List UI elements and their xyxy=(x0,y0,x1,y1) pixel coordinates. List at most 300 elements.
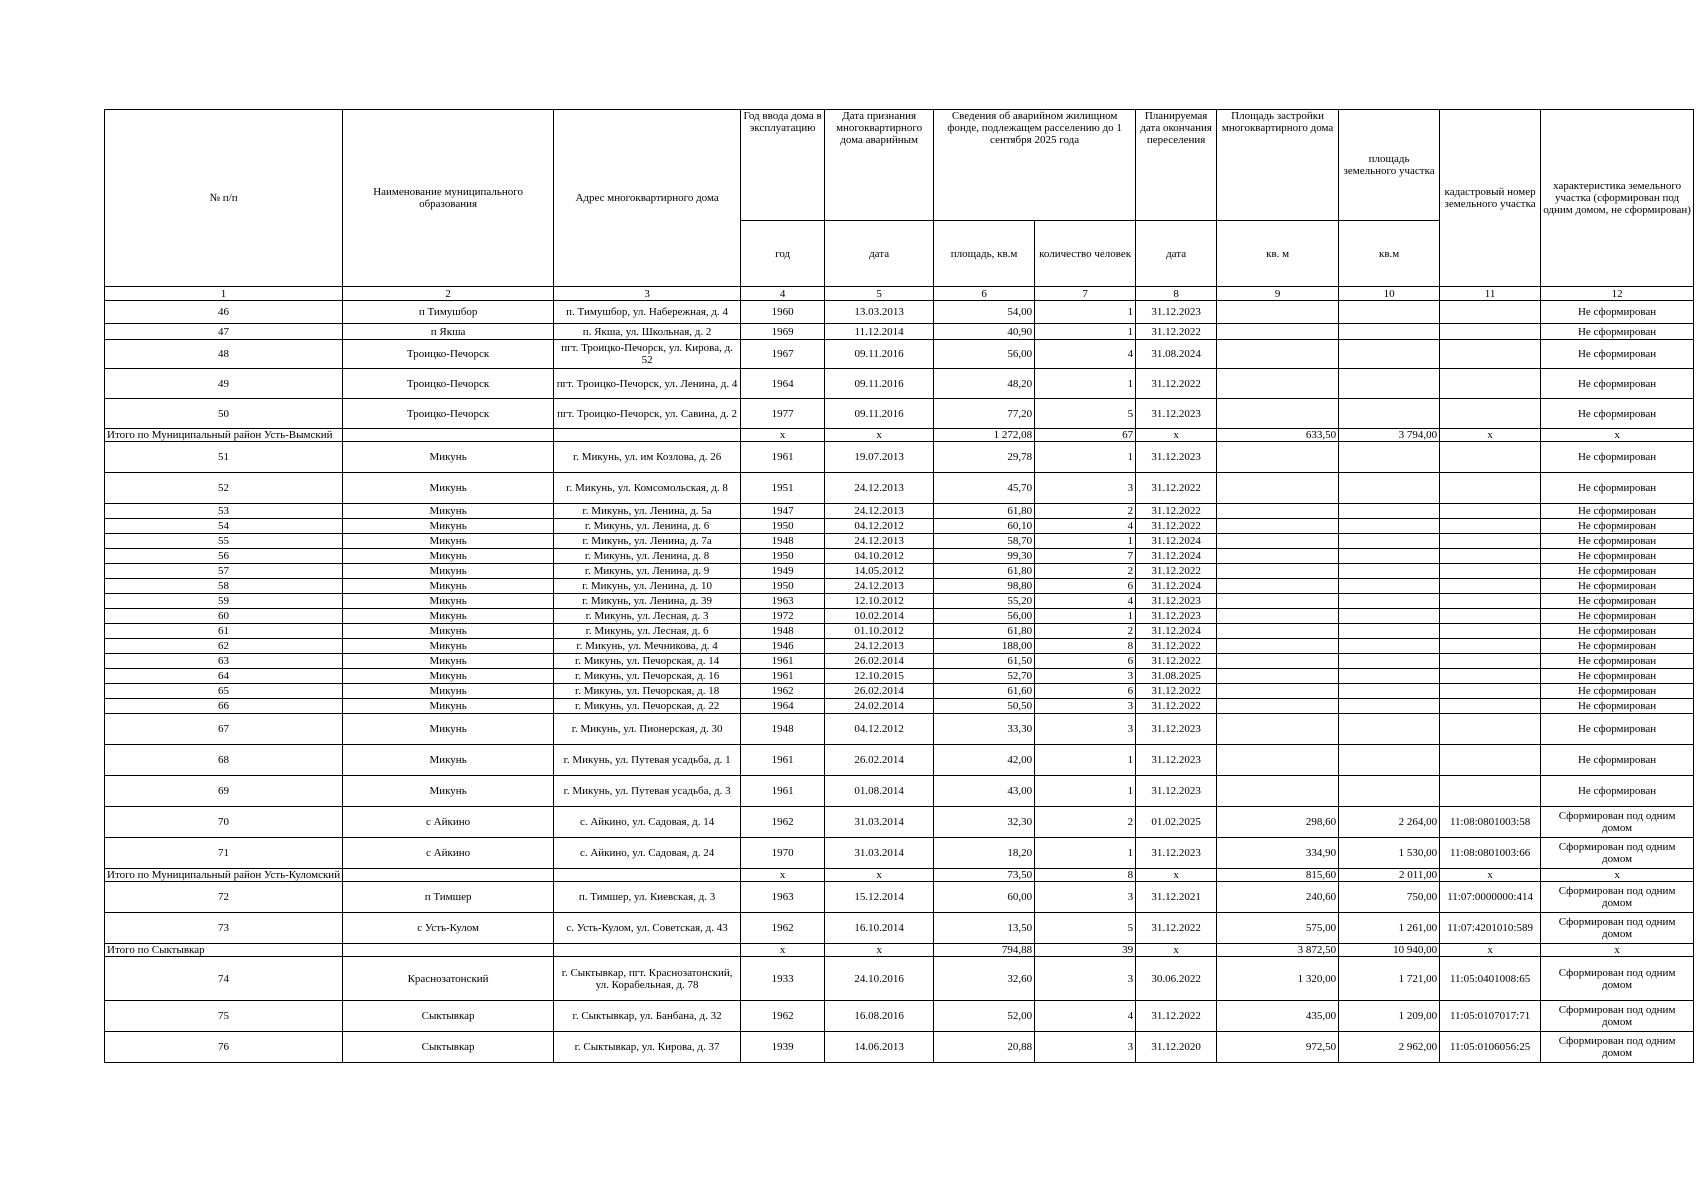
subheader-building-kvm: кв. м xyxy=(1217,221,1339,287)
cell-address: г. Сыктывкар, ул. Кирова, д. 37 xyxy=(554,1032,741,1063)
header-fund-info: Сведения об аварийном жилищном фонде, подлежащем расселению до 1 сентября 2025 года xyxy=(934,110,1136,221)
cell-date: 26.02.2014 xyxy=(825,684,934,699)
cell-building-area xyxy=(1217,684,1339,699)
cell-date: 26.02.2014 xyxy=(825,654,934,669)
cell-address: г. Микунь, ул. Лесная, д. 3 xyxy=(554,609,741,624)
cell-municipality: Микунь xyxy=(343,609,554,624)
cell-year: 1947 xyxy=(741,504,825,519)
total-spacer xyxy=(554,869,741,882)
cell-building-area xyxy=(1217,564,1339,579)
table-row xyxy=(105,442,1694,473)
cell-address: г. Микунь, ул. Печорская, д. 22 xyxy=(554,699,741,714)
cell-year: 1950 xyxy=(741,549,825,564)
cell-area: 18,20 xyxy=(934,838,1035,869)
cell-building-area: 298,60 xyxy=(1217,807,1339,838)
cell-land-area xyxy=(1339,442,1440,473)
cell-address: г. Микунь, ул. Ленина, д. 9 xyxy=(554,564,741,579)
cell-people: 1 xyxy=(1035,745,1136,776)
cell-building-area: 633,50 xyxy=(1217,429,1339,442)
cell-building-area xyxy=(1217,654,1339,669)
cell-date: 01.10.2012 xyxy=(825,624,934,639)
header-land-area: площадь земельного участка xyxy=(1339,110,1440,221)
cell-plan-date: 31.12.2022 xyxy=(1136,564,1217,579)
cell-date: 31.03.2014 xyxy=(825,807,934,838)
subheader-area: площадь, кв.м xyxy=(934,221,1035,287)
total-spacer xyxy=(343,429,554,442)
cell-date: 09.11.2016 xyxy=(825,340,934,369)
cell-date: 11.12.2014 xyxy=(825,324,934,340)
cell-plan-date: 31.12.2020 xyxy=(1136,1032,1217,1063)
cell-land-status: Не сформирован xyxy=(1541,684,1694,699)
table-row xyxy=(105,913,1694,944)
cell-municipality: с Усть-Кулом xyxy=(343,913,554,944)
cell-cadastral xyxy=(1440,504,1541,519)
cell-cadastral xyxy=(1440,399,1541,429)
total-label: Итого по Сыктывкар xyxy=(105,944,343,957)
cell-cadastral xyxy=(1440,564,1541,579)
cell-cadastral xyxy=(1440,776,1541,807)
cell-date: 04.12.2012 xyxy=(825,519,934,534)
cell-land-status: Не сформирован xyxy=(1541,609,1694,624)
total-spacer xyxy=(554,429,741,442)
cell-address: г. Микунь, ул. Ленина, д. 5а xyxy=(554,504,741,519)
col-number: 4 xyxy=(741,287,825,301)
cell-land-status: Не сформирован xyxy=(1541,624,1694,639)
cell-plan-date: 31.12.2022 xyxy=(1136,369,1217,399)
cell-land-area xyxy=(1339,776,1440,807)
cell-municipality: Краснозатонский xyxy=(343,957,554,1001)
cell-plan-date: 31.12.2024 xyxy=(1136,549,1217,564)
cell-building-area: 240,60 xyxy=(1217,882,1339,913)
table-row xyxy=(105,609,1694,624)
cell-num: 70 xyxy=(105,807,343,838)
cell-cadastral xyxy=(1440,624,1541,639)
cell-land-area: 10 940,00 xyxy=(1339,944,1440,957)
table-row xyxy=(105,399,1694,429)
cell-year: 1933 xyxy=(741,957,825,1001)
cell-num: 64 xyxy=(105,669,343,684)
cell-land-status: Не сформирован xyxy=(1541,534,1694,549)
cell-cadastral xyxy=(1440,654,1541,669)
cell-num: 56 xyxy=(105,549,343,564)
resettlement-table xyxy=(104,109,1694,1063)
cell-plan-date: х xyxy=(1136,429,1217,442)
cell-people: 6 xyxy=(1035,579,1136,594)
cell-land-status: х xyxy=(1541,869,1694,882)
cell-plan-date: 31.12.2023 xyxy=(1136,399,1217,429)
cell-date: 09.11.2016 xyxy=(825,399,934,429)
cell-land-status: Не сформирован xyxy=(1541,594,1694,609)
cell-address: г. Микунь, ул. Печорская, д. 14 xyxy=(554,654,741,669)
col-number: 11 xyxy=(1440,287,1541,301)
cell-plan-date: 31.12.2023 xyxy=(1136,301,1217,324)
cell-plan-date: х xyxy=(1136,944,1217,957)
cell-year: 1963 xyxy=(741,594,825,609)
cell-address: г. Микунь, ул. Комсомольская, д. 8 xyxy=(554,473,741,504)
cell-num: 73 xyxy=(105,913,343,944)
cell-date: 14.05.2012 xyxy=(825,564,934,579)
cell-area: 29,78 xyxy=(934,442,1035,473)
cell-land-area: 1 721,00 xyxy=(1339,957,1440,1001)
cell-date: х xyxy=(825,429,934,442)
cell-date: 13.03.2013 xyxy=(825,301,934,324)
cell-year: 1972 xyxy=(741,609,825,624)
cell-plan-date: 31.12.2022 xyxy=(1136,1001,1217,1032)
cell-date: 09.11.2016 xyxy=(825,369,934,399)
cell-num: 62 xyxy=(105,639,343,654)
cell-date: х xyxy=(825,944,934,957)
cell-year: 1967 xyxy=(741,340,825,369)
header-date-recognized: Дата признания многоквартирного дома аварийным xyxy=(825,110,934,221)
cell-land-area xyxy=(1339,340,1440,369)
cell-date: 26.02.2014 xyxy=(825,745,934,776)
table-row xyxy=(105,369,1694,399)
cell-year: 1960 xyxy=(741,301,825,324)
cell-area: 45,70 xyxy=(934,473,1035,504)
cell-cadastral xyxy=(1440,609,1541,624)
cell-municipality: Микунь xyxy=(343,669,554,684)
cell-year: 1964 xyxy=(741,369,825,399)
cell-building-area: 815,60 xyxy=(1217,869,1339,882)
cell-cadastral: 11:08:0801003:58 xyxy=(1440,807,1541,838)
cell-year: 1951 xyxy=(741,473,825,504)
cell-num: 66 xyxy=(105,699,343,714)
cell-building-area xyxy=(1217,473,1339,504)
cell-address: г. Микунь, ул. Путевая усадьба, д. 3 xyxy=(554,776,741,807)
cell-address: г. Микунь, ул. Путевая усадьба, д. 1 xyxy=(554,745,741,776)
cell-building-area xyxy=(1217,579,1339,594)
cell-municipality: п Тимшер xyxy=(343,882,554,913)
cell-num: 72 xyxy=(105,882,343,913)
cell-municipality: Троицко-Печорск xyxy=(343,399,554,429)
cell-building-area xyxy=(1217,669,1339,684)
cell-land-area xyxy=(1339,745,1440,776)
cell-plan-date: 31.12.2024 xyxy=(1136,534,1217,549)
cell-plan-date: 31.12.2023 xyxy=(1136,745,1217,776)
cell-address: пгт. Троицко-Печорск, ул. Савина, д. 2 xyxy=(554,399,741,429)
cell-people: 3 xyxy=(1035,957,1136,1001)
cell-municipality: Микунь xyxy=(343,714,554,745)
cell-area: 73,50 xyxy=(934,869,1035,882)
cell-area: 52,00 xyxy=(934,1001,1035,1032)
cell-land-area: 2 011,00 xyxy=(1339,869,1440,882)
col-number: 9 xyxy=(1217,287,1339,301)
cell-land-status: Не сформирован xyxy=(1541,399,1694,429)
table-row xyxy=(105,957,1694,1001)
cell-building-area xyxy=(1217,399,1339,429)
cell-year: х xyxy=(741,429,825,442)
cell-year: 1961 xyxy=(741,669,825,684)
cell-people: 1 xyxy=(1035,534,1136,549)
cell-cadastral: 11:05:0107017:71 xyxy=(1440,1001,1541,1032)
cell-land-area xyxy=(1339,549,1440,564)
header-year-commissioned: Год ввода дома в эксплуатацию xyxy=(741,110,825,221)
cell-people: 4 xyxy=(1035,594,1136,609)
cell-plan-date: 01.02.2025 xyxy=(1136,807,1217,838)
cell-area: 54,00 xyxy=(934,301,1035,324)
col-number: 5 xyxy=(825,287,934,301)
cell-area: 61,60 xyxy=(934,684,1035,699)
cell-building-area xyxy=(1217,639,1339,654)
cell-plan-date: 31.12.2022 xyxy=(1136,519,1217,534)
table-row xyxy=(105,594,1694,609)
cell-plan-date: 31.08.2025 xyxy=(1136,669,1217,684)
table-row xyxy=(105,340,1694,369)
cell-municipality: Микунь xyxy=(343,519,554,534)
cell-address: г. Микунь, ул. им Козлова, д. 26 xyxy=(554,442,741,473)
cell-land-status: Не сформирован xyxy=(1541,776,1694,807)
cell-land-status: Не сформирован xyxy=(1541,504,1694,519)
cell-land-area xyxy=(1339,534,1440,549)
cell-cadastral xyxy=(1440,745,1541,776)
cell-land-area xyxy=(1339,301,1440,324)
subheader-date: дата xyxy=(825,221,934,287)
cell-land-area xyxy=(1339,579,1440,594)
cell-plan-date: 31.12.2023 xyxy=(1136,609,1217,624)
cell-area: 13,50 xyxy=(934,913,1035,944)
cell-land-status: Не сформирован xyxy=(1541,340,1694,369)
cell-address: г. Микунь, ул. Ленина, д. 10 xyxy=(554,579,741,594)
cell-land-status: Сформирован под одним домом xyxy=(1541,882,1694,913)
cell-year: 1961 xyxy=(741,442,825,473)
cell-cadastral: х xyxy=(1440,869,1541,882)
cell-land-area xyxy=(1339,699,1440,714)
cell-plan-date: 31.12.2022 xyxy=(1136,504,1217,519)
table-body xyxy=(105,301,1694,1063)
cell-municipality: Микунь xyxy=(343,549,554,564)
cell-municipality: Микунь xyxy=(343,534,554,549)
cell-address: г. Микунь, ул. Ленина, д. 8 xyxy=(554,549,741,564)
cell-land-status: Не сформирован xyxy=(1541,745,1694,776)
cell-plan-date: х xyxy=(1136,869,1217,882)
cell-land-area: 2 962,00 xyxy=(1339,1032,1440,1063)
cell-land-area xyxy=(1339,669,1440,684)
cell-area: 61,80 xyxy=(934,504,1035,519)
cell-area: 20,88 xyxy=(934,1032,1035,1063)
cell-date: х xyxy=(825,869,934,882)
cell-plan-date: 31.12.2022 xyxy=(1136,639,1217,654)
cell-plan-date: 31.12.2022 xyxy=(1136,654,1217,669)
cell-land-area xyxy=(1339,594,1440,609)
cell-people: 1 xyxy=(1035,776,1136,807)
total-row xyxy=(105,869,1694,882)
cell-land-status: Сформирован под одним домом xyxy=(1541,807,1694,838)
cell-building-area xyxy=(1217,340,1339,369)
cell-address: пгт. Троицко-Печорск, ул. Кирова, д. 52 xyxy=(554,340,741,369)
cell-area: 1 272,08 xyxy=(934,429,1035,442)
cell-land-status: Сформирован под одним домом xyxy=(1541,913,1694,944)
cell-address: с. Усть-Кулом, ул. Советская, д. 43 xyxy=(554,913,741,944)
cell-num: 47 xyxy=(105,324,343,340)
cell-address: г. Микунь, ул. Мечникова, д. 4 xyxy=(554,639,741,654)
cell-people: 1 xyxy=(1035,324,1136,340)
cell-year: 1949 xyxy=(741,564,825,579)
cell-num: 71 xyxy=(105,838,343,869)
cell-land-status: х xyxy=(1541,429,1694,442)
cell-people: 2 xyxy=(1035,807,1136,838)
cell-plan-date: 31.12.2022 xyxy=(1136,913,1217,944)
cell-num: 68 xyxy=(105,745,343,776)
cell-address: г. Микунь, ул. Ленина, д. 39 xyxy=(554,594,741,609)
cell-year: 1939 xyxy=(741,1032,825,1063)
cell-cadastral xyxy=(1440,549,1541,564)
cell-people: 2 xyxy=(1035,504,1136,519)
cell-land-status: х xyxy=(1541,944,1694,957)
cell-land-area xyxy=(1339,684,1440,699)
cell-building-area: 575,00 xyxy=(1217,913,1339,944)
cell-num: 65 xyxy=(105,684,343,699)
cell-municipality: Микунь xyxy=(343,684,554,699)
cell-building-area xyxy=(1217,519,1339,534)
cell-plan-date: 31.12.2023 xyxy=(1136,594,1217,609)
cell-land-area: 3 794,00 xyxy=(1339,429,1440,442)
cell-land-status: Не сформирован xyxy=(1541,519,1694,534)
cell-land-status: Не сформирован xyxy=(1541,579,1694,594)
cell-plan-date: 31.12.2023 xyxy=(1136,442,1217,473)
table-row xyxy=(105,534,1694,549)
cell-building-area xyxy=(1217,745,1339,776)
cell-land-area xyxy=(1339,324,1440,340)
cell-municipality: Сыктывкар xyxy=(343,1032,554,1063)
cell-year: х xyxy=(741,944,825,957)
cell-land-area xyxy=(1339,609,1440,624)
cell-cadastral xyxy=(1440,301,1541,324)
cell-area: 32,30 xyxy=(934,807,1035,838)
cell-date: 31.03.2014 xyxy=(825,838,934,869)
table-row xyxy=(105,579,1694,594)
total-spacer xyxy=(343,869,554,882)
cell-address: п. Якша, ул. Школьная, д. 2 xyxy=(554,324,741,340)
cell-people: 2 xyxy=(1035,624,1136,639)
cell-land-status: Сформирован под одним домом xyxy=(1541,838,1694,869)
subheader-land-kvm: кв.м xyxy=(1339,221,1440,287)
cell-area: 60,10 xyxy=(934,519,1035,534)
cell-land-status: Не сформирован xyxy=(1541,473,1694,504)
cell-municipality: с Айкино xyxy=(343,807,554,838)
table-row xyxy=(105,639,1694,654)
cell-address: с. Айкино, ул. Садовая, д. 14 xyxy=(554,807,741,838)
cell-plan-date: 31.12.2021 xyxy=(1136,882,1217,913)
cell-municipality: Микунь xyxy=(343,776,554,807)
cell-land-area xyxy=(1339,519,1440,534)
cell-municipality: Микунь xyxy=(343,473,554,504)
cell-cadastral xyxy=(1440,473,1541,504)
cell-building-area xyxy=(1217,442,1339,473)
cell-municipality: Микунь xyxy=(343,745,554,776)
cell-municipality: Троицко-Печорск xyxy=(343,340,554,369)
cell-municipality: Микунь xyxy=(343,654,554,669)
cell-area: 60,00 xyxy=(934,882,1035,913)
table-row xyxy=(105,654,1694,669)
cell-building-area xyxy=(1217,594,1339,609)
cell-num: 50 xyxy=(105,399,343,429)
cell-num: 74 xyxy=(105,957,343,1001)
cell-land-status: Не сформирован xyxy=(1541,564,1694,579)
table-row xyxy=(105,684,1694,699)
cell-people: 7 xyxy=(1035,549,1136,564)
cell-year: 1962 xyxy=(741,807,825,838)
cell-date: 24.12.2013 xyxy=(825,639,934,654)
cell-year: 1970 xyxy=(741,838,825,869)
cell-building-area: 435,00 xyxy=(1217,1001,1339,1032)
cell-cadastral xyxy=(1440,579,1541,594)
cell-building-area: 3 872,50 xyxy=(1217,944,1339,957)
cell-land-status: Не сформирован xyxy=(1541,549,1694,564)
cell-cadastral xyxy=(1440,519,1541,534)
cell-address: пгт. Троицко-Печорск, ул. Ленина, д. 4 xyxy=(554,369,741,399)
cell-area: 42,00 xyxy=(934,745,1035,776)
table-row xyxy=(105,324,1694,340)
cell-area: 61,50 xyxy=(934,654,1035,669)
cell-date: 10.02.2014 xyxy=(825,609,934,624)
cell-plan-date: 31.12.2023 xyxy=(1136,776,1217,807)
cell-land-status: Не сформирован xyxy=(1541,714,1694,745)
subheader-year: год xyxy=(741,221,825,287)
cell-cadastral: 11:05:0106056:25 xyxy=(1440,1032,1541,1063)
cell-municipality: Микунь xyxy=(343,699,554,714)
cell-people: 1 xyxy=(1035,609,1136,624)
cell-land-status: Не сформирован xyxy=(1541,669,1694,684)
cell-cadastral xyxy=(1440,340,1541,369)
cell-area: 43,00 xyxy=(934,776,1035,807)
cell-people: 2 xyxy=(1035,564,1136,579)
cell-cadastral: х xyxy=(1440,429,1541,442)
cell-municipality: с Айкино xyxy=(343,838,554,869)
cell-year: 1961 xyxy=(741,654,825,669)
cell-building-area xyxy=(1217,699,1339,714)
cell-plan-date: 31.12.2023 xyxy=(1136,838,1217,869)
cell-land-status: Не сформирован xyxy=(1541,442,1694,473)
cell-land-area xyxy=(1339,564,1440,579)
cell-cadastral xyxy=(1440,442,1541,473)
cell-building-area xyxy=(1217,504,1339,519)
cell-num: 60 xyxy=(105,609,343,624)
cell-people: 1 xyxy=(1035,442,1136,473)
cell-land-area xyxy=(1339,654,1440,669)
header-num: № п/п xyxy=(105,110,343,287)
cell-area: 50,50 xyxy=(934,699,1035,714)
table-header xyxy=(105,110,1694,301)
cell-num: 49 xyxy=(105,369,343,399)
cell-address: г. Микунь, ул. Ленина, д. 7а xyxy=(554,534,741,549)
cell-people: 6 xyxy=(1035,654,1136,669)
cell-year: 1962 xyxy=(741,684,825,699)
cell-year: 1950 xyxy=(741,579,825,594)
cell-building-area xyxy=(1217,776,1339,807)
col-number: 12 xyxy=(1541,287,1694,301)
cell-plan-date: 31.12.2022 xyxy=(1136,473,1217,504)
cell-land-status: Не сформирован xyxy=(1541,324,1694,340)
cell-people: 3 xyxy=(1035,669,1136,684)
header-address: Адрес многоквартирного дома xyxy=(554,110,741,287)
cell-people: 5 xyxy=(1035,399,1136,429)
cell-date: 12.10.2012 xyxy=(825,594,934,609)
cell-plan-date: 31.12.2023 xyxy=(1136,714,1217,745)
cell-cadastral: 11:07:4201010:589 xyxy=(1440,913,1541,944)
cell-year: 1961 xyxy=(741,776,825,807)
cell-people: 3 xyxy=(1035,882,1136,913)
cell-building-area: 972,50 xyxy=(1217,1032,1339,1063)
cell-building-area xyxy=(1217,609,1339,624)
cell-area: 58,70 xyxy=(934,534,1035,549)
cell-cadastral xyxy=(1440,684,1541,699)
cell-people: 3 xyxy=(1035,699,1136,714)
cell-num: 57 xyxy=(105,564,343,579)
cell-cadastral xyxy=(1440,534,1541,549)
cell-address: с. Айкино, ул. Садовая, д. 24 xyxy=(554,838,741,869)
table-row xyxy=(105,549,1694,564)
header-cadastral: кадастровый номер земельного участка xyxy=(1440,110,1541,287)
